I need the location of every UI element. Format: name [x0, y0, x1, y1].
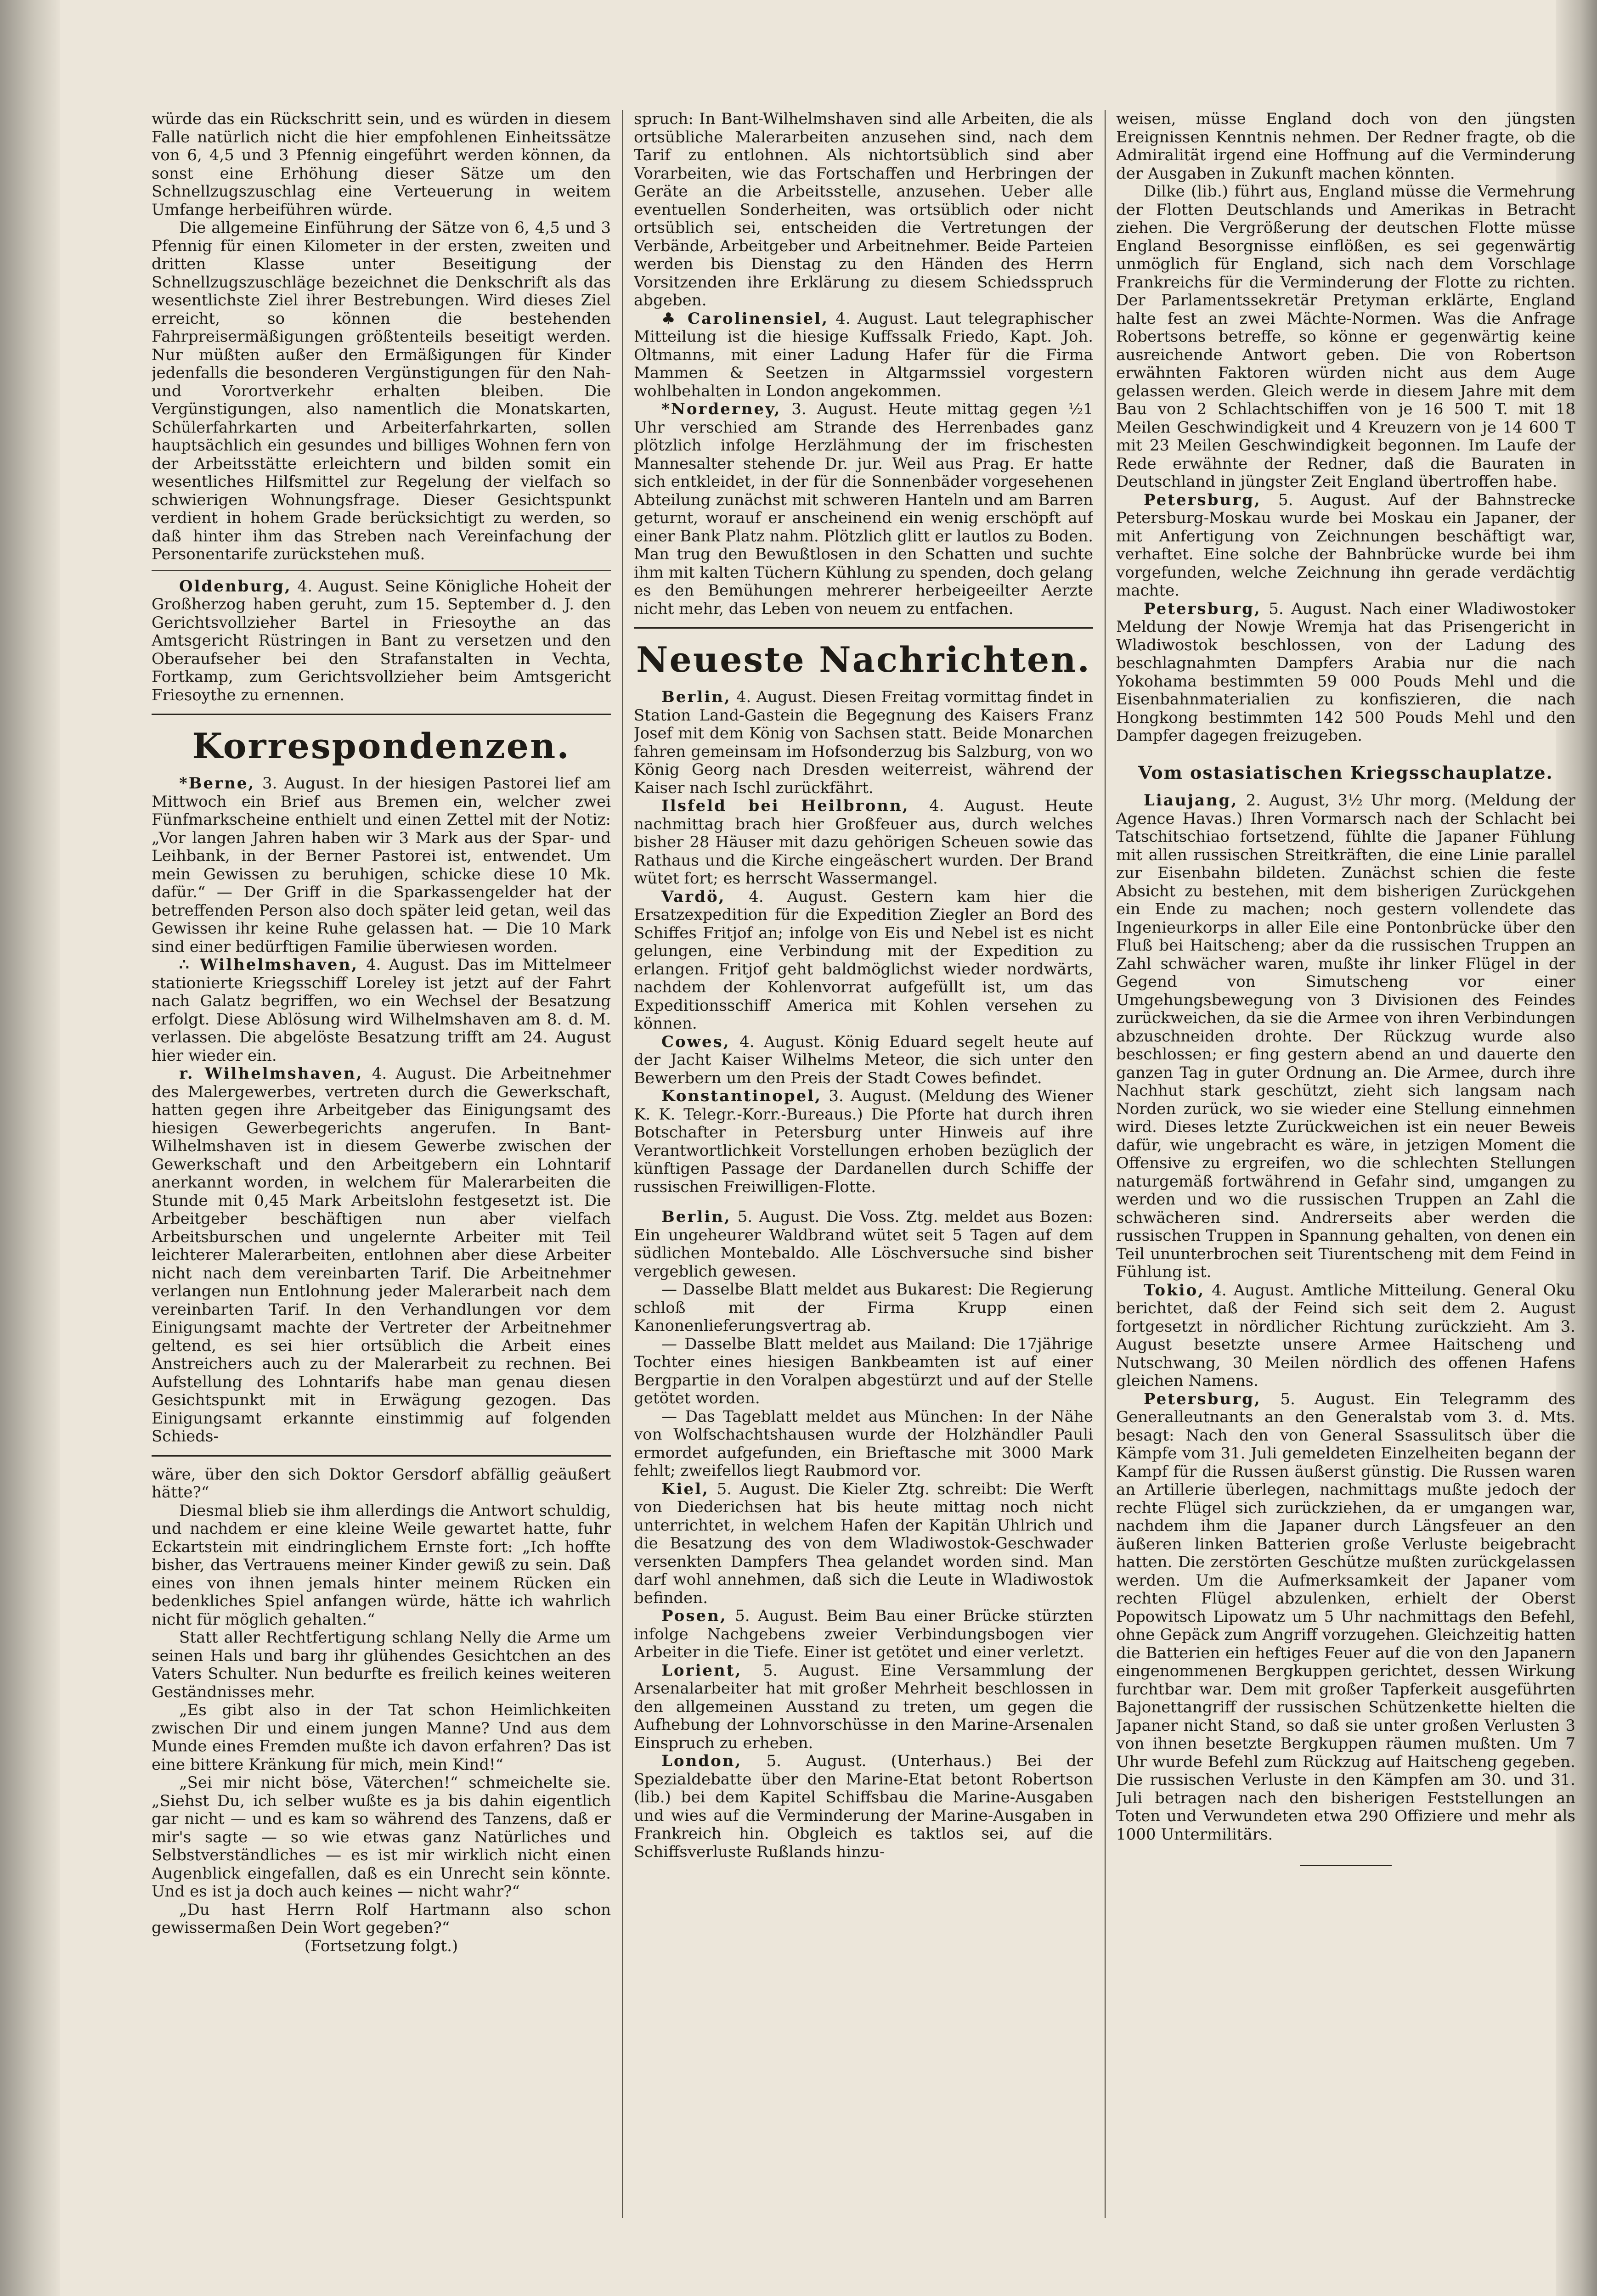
- divider: [152, 714, 611, 715]
- dateline: Petersburg,: [1144, 1390, 1261, 1408]
- news-item-konstantinopel: [634, 1087, 1093, 1196]
- dateline: Posen,: [661, 1607, 727, 1625]
- news-text: 5. August. Beim Bau einer Brücke stürzten infolge Nachgebens zweier Verbindungsbogen vier Arbeiter in die Tiefe. Einer ist getötet und einer verletzt.: [634, 1607, 1093, 1661]
- dateline: ♣ Carolinensiel,: [661, 309, 829, 328]
- news-item-berlin: [634, 1208, 1093, 1281]
- dateline: Konstantinopel,: [661, 1087, 822, 1105]
- news-text: 4. August. Diesen Freitag vormittag findet in Station Land-Gastein die Begegnung des Kaisers Franz Josef mit dem König von Sachsen statt. Beide Monarchen fahren gemeinsam im Hofsonderzug bis Salzburg, von wo König Georg nach Dresden weiterreist, während der Kaiser nach Ischl zurückfährt.: [634, 688, 1093, 797]
- news-text: 5. August. Auf der Bahnstrecke Petersburg-Moskau wurde bei Moskau ein Japaner, der mit Anfertigung von Zeichnungen beschäftigt war, verhaftet. Eine solche der Bahnbrücke wurde bei ihm vorgefunden, welche Zeichnung ihn gerade verdächtig machte.: [1116, 490, 1575, 600]
- article-paragraph: Die allgemeine Einführung der Sätze von 6, 4,5 und 3 Pfennig für einen Kilometer in der ersten, zweiten und dritten Klasse unter Beseitigung der Schnellzugszuschläge bezeichnet die Denkschrift als das wesentlichste Ziel ihrer Bestrebungen. Wird dieses Ziel erreicht, so können die bestehenden Fahrpreisermäßigungen größtenteils beseitigt werden. Nur müßten außer den Ermäßigungen für Kinder jedenfalls die besonderen Vergünstigungen für den Nah- und Vorortverkehr erhalten bleiben. Die Vergünstigungen, also namentlich die Monatskarten, Schülerfahrkarten und Arbeiterfahrkarten, sollen hauptsächlich ein gesundes und billiges Wohnen fern von der Arbeitsstätte erleichtern und bilden somit ein wesentliches Hilfsmittel zur Regelung der vielfach so schwierigen Wohnungsfrage. Dieser Gesichtspunkt verdient in hohem Grade berücksichtigt zu werden, so daß hinter ihm das Streben nach Vereinfachung der Personentarife zurückstehen muß.: [152, 219, 611, 563]
- news-item-kiel: [634, 1480, 1093, 1608]
- news-item-wilhelmshaven: [152, 1065, 611, 1446]
- news-text: 5. August. Eine Versammlung der Arsenalarbeiter hat mit großer Mehrheit beschlossen in den allgemeinen Ausstand zu treten, um gegen die Aufhebung der Lohnvorschüsse in den Marine-Arsenalen Einspruch zu erheben.: [634, 1661, 1093, 1752]
- dateline: London,: [661, 1752, 742, 1770]
- news-text: 5. August. Ein Telegramm des Generalleutnants an den Generalstab vom 3. d. Mts. besagt: Nach den von General Ssassulitsch über die Kämpfe vom 31. Juli gemeldeten Einzelheiten begann der Kampf für die Russen äußerst günstig. Die Russen waren an Artillerie überlegen, nachmittags mußte jedoch der rechte Flügel sich zurückziehen, da er umgangen war, nachdem ihm die Japaner durch Längsfeuer an den äußeren linken Batterien große Verluste beigebracht hatten. Die zerstörten Geschütze mußten zurückgelassen werden. Um die Aufmerksamkeit der Japaner vom rechten Flügel abzulenken, erhielt der Oberst Popowitsch Lipowatz um 5 Uhr nachmittags den Befehl, ohne Gepäck zum Angriff vorzugehen. Gleichzeitig hatten die Batterien ein heftiges Feuer auf die von den Japanern eingenommenen Bergkuppen gerichtet, dessen Wirkung furchtbar war. Dem mit großer Tapferkeit ausgeführten Bajonettangriff der russischen Schützenkette hielten die Japaner nicht Stand, so daß sie unter großen Verlusten 3 von ihnen besetzte Bergkuppen räumen mußten. Um 7 Uhr wurde Befehl zum Rückzug auf Haitscheng gegeben. Die russischen Verluste in den Kämpfen am 30. und 31. Juli betragen nach den bisherigen Feststellungen an Toten und Verwundeten etwa 290 Offiziere und mehr als 1000 Untermilitärs.: [1116, 1390, 1575, 1844]
- divider: [152, 570, 611, 571]
- dateline: *Berne,: [179, 774, 255, 793]
- news-item-lorient: [634, 1662, 1093, 1753]
- section-heading: Neueste Nachrichten.: [636, 639, 1091, 680]
- news-text: 2. August, 3½ Uhr morg. (Meldung der Agence Havas.) Ihren Vormarsch nach der Schlacht bei Tatschitschiao fortsetzend, fühlte die Japaner Fühlung mit allen russischen Streitkräften, die eine Linie parallel zur Eisenbahn bildeten. Zunächst schien die feste Absicht zu bestehen, mit dem bisherigen Zurückgehen ein Ende zu machen; noch gestern vollendete das Ingenieurkorps in aller Eile eine Pontonbrücke über den Fluß bei Haitscheng; aber da die russischen Truppen an Zahl schwächer waren, mußte ihr linker Flügel in der Gegend von Simutscheng vor einer Umgehungsbewegung von 3 Divisionen des Feindes zurückweichen, da sie die Armee von ihren Verbindungen abzuschneiden drohte. Der Rückzug wurde also beschlossen; er fing gestern abend an und dauerte den ganzen Tag in guter Ordnung an. Die Armee, durch ihre Nachhut stark geschützt, zieht sich langsam nach Norden zurück, wo sie wieder eine Stellung einnehmen wird. Dieses letzte Zurückweichen ist ein neuer Beweis dafür, wie ungebracht es wäre, in jetzigen Moment die Offensive zu ergreifen, wo die schlechten Stellungen naturgemäß fortwährend in Gefahr sind, umgangen zu werden und wo die russischen Truppen an Zahl die schwächeren sind. Andrerseits aber werden die russischen Truppen in Spannung gehalten, von denen ein Teil ununterbrochen seit Tiurentscheng mit dem Feind in Fühlung ist.: [1116, 791, 1575, 1281]
- dateline: Ilsfeld bei Heilbronn,: [661, 797, 909, 815]
- dateline: Petersburg,: [1144, 490, 1261, 509]
- dateline: Vardö,: [661, 887, 726, 906]
- dateline: Tokio,: [1144, 1281, 1205, 1300]
- scan-binding-edge: [0, 0, 60, 2296]
- dateline: Kiel,: [661, 1480, 709, 1498]
- news-item-tokio: [1116, 1282, 1575, 1390]
- article-paragraph: würde das ein Rückschritt sein, und es würden in diesem Falle natürlich nicht die hier empfohlenen Einheitssätze von 6, 4,5 und 3 Pfennig eingeführt werden können, da sonst eine Erhöhung dieser Sätze um den Schnellzugszuschlag eine Verteuerung in weitem Umfange herbeiführen würde.: [152, 110, 611, 219]
- serial-story-paragraph: Diesmal blieb sie ihm allerdings die Antwort schuldig, und nachdem er eine kleine Weile gewartet hatte, fuhr Eckartstein mit eindringlichem Ernste fort: „Ich hoffte bisher, das Vertrauens meiner Kinder gewiß zu sein. Daß eines von ihnen jemals hinter meinem Rücken ein bedenkliches Spiel anfangen würde, hätte ich wahrlich nicht für möglich gehalten.“: [152, 1501, 611, 1629]
- column-3: [1116, 110, 1575, 2213]
- column-rule: [622, 110, 623, 2218]
- news-text: 4. August. Das im Mittelmeer stationierte Kriegsschiff Loreley ist jetzt auf der Fahrt nach Galatz begriffen, wo ein Wechsel der Besatzung erfolgt. Diese Ablösung wird Wilhelmshaven am 8. d. M. verlassen. Die abgelöste Besatzung trifft am 24. August hier wieder ein.: [152, 956, 611, 1065]
- serial-story-paragraph: „Sei mir nicht böse, Väterchen!“ schmeichelte sie. „Siehst Du, ich selber wußte es ja bis dahin eigentlich gar nicht — und es kam so während des Tanzens, daß er mir's sagte — so wie etwas ganz Natürliches und Selbstverständliches — es ist mir wirklich nicht einen Augenblick eingefallen, daß es ein Unrecht sein könnte. Und es ist ja doch auch keines — nicht wahr?“: [152, 1773, 611, 1901]
- news-item-berlin: [634, 688, 1093, 797]
- news-text: 4. August. Amtliche Mitteilung. General Oku berichtet, daß der Feind sich seit dem 2. August fortgesetzt in nördlicher Richtung zurückzieht. Am 3. August besetzte unsere Armee Haitscheng und Nutschwang, 30 Meilen nördlich des offenen Hafens gleichen Namens.: [1116, 1281, 1575, 1390]
- news-text: 4. August. Laut telegraphischer Mitteilung ist die hiesige Kuffssalk Friedo, Kapt. Joh. Oltmanns, mit einer Ladung Hafer für die Firma Mammen & Seetzen in Altgarmssiel vorgestern wohlbehalten in London angekommen.: [634, 309, 1093, 400]
- divider: [634, 627, 1093, 629]
- news-item-bukarest: — Dasselbe Blatt meldet aus Bukarest: Die Regierung schloß mit der Firma Krupp einen Kanonenlieferungsvertrag ab.: [634, 1280, 1093, 1335]
- news-text: 3. August. In der hiesigen Pastorei lief am Mittwoch ein Brief aus Bremen ein, welcher zwei Fünfmarkscheine enthielt und einen Zettel mit der Notiz: „Vor langen Jahren haben wir 3 Mark aus der Spar- und Leihbank, in der Berner Pastorei ist, entwendet. Um mein Gewissen zu beruhigen, schicke diese 10 Mk. dafür.“ — Der Griff in die Sparkassengelder hat der betreffenden Person also doch später leid getan, weil das Gewissen ihr keine Ruhe gelassen hat. — Die 10 Mark sind einer bedürftigen Familie überwiesen worden.: [152, 774, 611, 956]
- end-rule: [1300, 1865, 1392, 1866]
- news-item-carolinensiel: [634, 310, 1093, 401]
- news-text: 4. August. Gestern kam hier die Ersatzexpedition für die Expedition Ziegler an Bord des Schiffes Fritjof an; infolge von Eis und Nebel ist es nicht gelungen, eine Verbindung mit der Expedition zu erlangen. Fritjof geht baldmöglichst wieder nordwärts, nachdem der Kohlenvorrat aufgefüllt ist, um das Expeditionsschiff America mit Kohlen versehen zu können.: [634, 887, 1093, 1033]
- news-item-wilhelmshaven: [152, 956, 611, 1065]
- news-item-liaujang: [1116, 792, 1575, 1282]
- news-item-petersburg: [1116, 1390, 1575, 1844]
- dateline: ∴ Wilhelmshaven,: [179, 956, 359, 974]
- dateline: Oldenburg,: [179, 577, 292, 596]
- dateline: Petersburg,: [1144, 599, 1261, 618]
- news-item-vardo: [634, 888, 1093, 1033]
- section-heading: Korrespondenzen.: [192, 726, 570, 766]
- news-item-berne: [152, 775, 611, 956]
- news-text: 3. August. (Meldung des Wiener K. K. Telegr.-Korr.-Bureaus.) Die Pforte hat durch ihren Botschafter in Petersburg unter Hinweis auf ihre Verantwortlichkeit Vorstellungen erhoben bezüglich der künftigen Passage der Dardanellen durch Schiffe der russischen Freiwilligen-Flotte.: [634, 1087, 1093, 1196]
- news-item-petersburg: [1116, 600, 1575, 745]
- serial-story-paragraph: „Es gibt also in der Tat schon Heimlichkeiten zwischen Dir und einem jungen Manne? Und aus dem Munde eines Fremden mußte ich davon erfahren? Das ist eine bittere Kränkung für mich, mein Kind!“: [152, 1701, 611, 1774]
- dateline: Liaujang,: [1144, 791, 1238, 810]
- news-text: 4. August. Seine Königliche Hoheit der Großherzog haben geruht, zum 15. September d. J. den Gerichtsvollzieher Bartel in Friesoythe an das Amtsgericht Rüstringen in Bant zu versetzen und den Oberaufseher bei den Strafanstalten in Vechta, Fortkamp, zum Gerichtsvollzieher beim Amtsgericht Friesoythe zu ernennen.: [152, 577, 611, 704]
- news-item-london: [634, 1752, 1093, 1861]
- dateline: Lorient,: [661, 1661, 742, 1680]
- dateline: Cowes,: [661, 1032, 730, 1051]
- continuation-note: (Fortsetzung folgt.): [304, 1936, 458, 1955]
- news-item-muenchen: — Das Tageblatt meldet aus München: In der Nähe von Wolfschachtshausen wurde der Holzhändler Pauli ermordet aufgefunden, ein Brieftasche mit 3000 Mark fehlt; zweifellos liegt Raubmord vor.: [634, 1407, 1093, 1480]
- dateline: Berlin,: [661, 1208, 731, 1226]
- news-text: 4. August. König Eduard segelt heute auf der Jacht Kaiser Wilhelms Meteor, die sich unter den Bewerbern um den Preis der Stadt Cowes befindet.: [634, 1032, 1093, 1087]
- news-item-oldenburg: [152, 578, 611, 705]
- news-text: 4. August. Heute nachmittag brach hier Großfeuer aus, durch welches bisher 28 Häuser mit dazu gehörigen Scheuen sowie das Rathaus und die Kirche eingeäschert wurden. Der Brand wütet fort; es herrscht Wassermangel.: [634, 797, 1093, 888]
- feuilleton-divider: [152, 1455, 611, 1457]
- column-rule: [1105, 110, 1106, 2218]
- news-item-mailand: — Dasselbe Blatt meldet aus Mailand: Die 17jährige Tochter eines hiesigen Bankbeamten ist auf einer Bergpartie in den Voralpen abgestürzt und auf der Stelle getötet worden.: [634, 1334, 1093, 1407]
- serial-story-paragraph: „Du hast Herrn Rolf Hartmann also schon gewissermaßen Dein Wort gegeben?“: [152, 1900, 611, 1937]
- news-item-cowes: [634, 1033, 1093, 1088]
- article-paragraph: spruch: In Bant-Wilhelmshaven sind alle Arbeiten, die als ortsübliche Malerarbeiten anzusehen sind, nach dem Tarif zu entlohnen. Als nichtortsüblich sind aber Vorarbeiten, wie das Fortschaffen und Herbringen der Geräte an die Arbeitsstelle, anzusehen. Ueber alle eventuellen Sonderheiten, was ortsüblich oder nicht ortsüblich sei, entscheiden die Vertretungen der Verbände, Arbeitgeber und Arbeitnehmer. Beide Parteien werden bis Dienstag zu den Händen des Herrn Vorsitzenden ihre Erklärung zu diesem Schiedsspruch abgeben.: [634, 110, 1093, 310]
- spacer: [634, 1196, 1093, 1208]
- article-paragraph: Dilke (lib.) führt aus, England müsse die Vermehrung der Flotten Deutschlands und Amerikas in Betracht ziehen. Die Vergrößerung der deutschen Flotte müsse England Besorgnisse einflößen, es sei gegenwärtig unmöglich für England, sich nach dem Vorschlage Frankreichs für die Verminderung der Flotte zu richten. Der Parlamentssekretär Pretyman erklärte, England halte fest an zwei Mächte-Normen. Was die Anfrage Robertsons betreffe, so könne er gegenwärtig keine ausreichende Antwort geben. Die von Robertson erwähnten Faktoren würden nicht aus dem Auge gelassen werden. Gleich werde in diesem Jahre mit dem Bau von 2 Schlachtschiffen von je 16 500 T. mit 18 Meilen Geschwindigkeit und 4 Kreuzern von je 14 600 T mit 23 Meilen Geschwindigkeit begonnen. Im Laufe der Rede erwähnte der Redner, daß die Bauraten in Deutschland in jüngster Zeit England übertroffen habe.: [1116, 182, 1575, 491]
- news-item-ilsfeld: [634, 797, 1093, 888]
- news-text: 4. August. Die Arbeitnehmer des Malergewerbes, vertreten durch die Gewerkschaft, hatten gegen ihre Arbeitgeber das Einigungsamt des hiesigen Gewerbegerichts angerufen. In Bant-Wilhelmshaven ist in diesem Gewerbe zwischen der Gewerkschaft und den Arbeitgebern ein Lohntarif anerkannt worden, in welchem für Malerarbeiten die Stunde mit 0,45 Mark Arbeitslohn festgesetzt ist. Die Arbeitgeber beschäftigen nun aber vielfach Arbeitsburschen und ungelernte Arbeiter mit Teil leichterer Malerarbeiten, entlohnen aber diese Arbeiter nicht nach dem vereinbarten Tarif. Die Arbeitnehmer verlangen nun Entlohnung jeder Malerarbeit nach dem vereinbarten Tarif. In den Verhandlungen vor dem Einigungsamt machte der Vertreter der Arbeitnehmer geltend, es sei hier ortsüblich die Arbeit eines Anstreichers auch zu der Malerarbeit zu rechnen. Bei Aufstellung des Lohntarifs habe man genau diesen Gesichtspunkt mit in Erwägung gezogen. Das Einigungsamt erkannte einstimmig auf folgenden Schieds-: [152, 1064, 611, 1446]
- serial-story-paragraph: Statt aller Rechtfertigung schlang Nelly die Arme um seinen Hals und barg ihr glühendes Gesichtchen an des Vaters Schulter. Nun bedurfte es freilich keines weiteren Geständnisses mehr.: [152, 1628, 611, 1701]
- section-subheading: Vom ostasiatischen Kriegsschauplatze.: [1138, 762, 1553, 783]
- article-paragraph: weisen, müsse England doch von den jüngsten Ereignissen Kenntnis nehmen. Der Redner fragte, ob die Admiralität irgend eine Hoffnung auf die Verminderung der Ausgaben in Zukunft machen könnten.: [1116, 110, 1575, 183]
- newspaper-page: [152, 110, 1575, 2268]
- news-text: 5. August. Nach einer Wladiwostoker Meldung der Nowje Wremja hat das Prisengericht in Wladiwostok beschlossen, von der Ladung des beschlagnahmten Dampfers Arabia nur die nach Yokohama bestimmten 59 000 Pouds Mehl und die Eisenbahnmaterialien zu konfiszieren, die nach Hongkong bestimmten 142 500 Pouds Mehl und den Dampfer dagegen freizugeben.: [1116, 599, 1575, 745]
- news-text: 3. August. Heute mittag gegen ½1 Uhr verschied am Strande des Herrenbades ganz plötzlich infolge Herzlähmung der im frischesten Mannesalter stehende Dr. jur. Weil aus Prag. Er hatte sich entkleidet, in der für die Sonnenbäder vorgesehenen Abteilung zunächst mit schweren Hanteln und am Barren geturnt, worauf er anscheinend ein wenig erschöpft auf einer Bank Platz nahm. Plötzlich glitt er lautlos zu Boden. Man trug den Bewußtlosen in den Schatten und suchte ihm mit kalten Tüchern Kühlung zu spenden, doch gelang es den Bemühungen mehrerer herbeigeeilter Aerzte nicht mehr, das Leben von neuem zu entfachen.: [634, 400, 1093, 618]
- serial-story-paragraph: wäre, über den sich Doktor Gersdorf abfällig geäußert hätte?“: [152, 1465, 611, 1502]
- column-2: [634, 110, 1093, 2213]
- news-text: 5. August. Die Kieler Ztg. schreibt: Die Werft von Diederichsen hat bis heute mittag noch nicht unterrichtet, in welchem Hafen der Kapitän Uhlrich und die Besatzung des von dem Wladiwostok-Geschwader versenkten Dampfers Thea gelandet worden sind. Man darf wohl annehmen, daß sich die Leute in Wladiwostok befinden.: [634, 1480, 1093, 1607]
- column-1: [152, 110, 611, 2213]
- news-text: 5. August. Die Voss. Ztg. meldet aus Bozen: Ein ungeheurer Waldbrand wütet seit 5 Tagen auf dem südlichen Montebaldo. Alle Löschversuche sind bisher vergeblich gewesen.: [634, 1208, 1093, 1281]
- dateline: Berlin,: [661, 688, 731, 706]
- news-item-norderney: [634, 400, 1093, 618]
- news-item-petersburg: [1116, 491, 1575, 600]
- news-text: 5. August. (Unterhaus.) Bei der Spezialdebatte über den Marine-Etat betont Robertson (lib.) bei dem Kapitel Schiffsbau die Marine-Ausgaben und wies auf die Verminderung der Marine-Ausgaben in Frankreich hin. Obgleich es taktlos sei, auf die Schiffsverluste Rußlands hinzu-: [634, 1752, 1093, 1861]
- dateline: *Norderney,: [661, 400, 781, 418]
- news-item-posen: [634, 1607, 1093, 1662]
- dateline: r. Wilhelmshaven,: [179, 1064, 363, 1083]
